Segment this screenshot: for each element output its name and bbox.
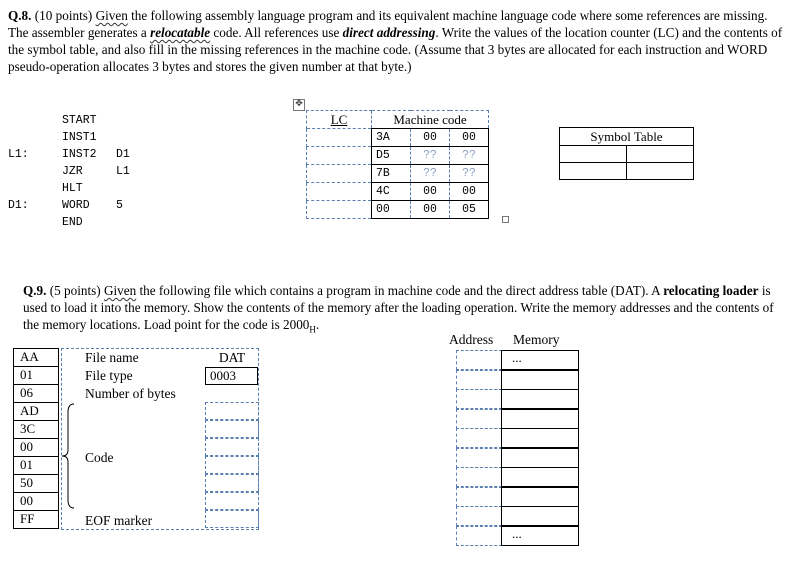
label-code: Code — [85, 450, 114, 465]
symbol-cell[interactable] — [560, 146, 627, 163]
machine-code-byte: 00 — [411, 129, 450, 147]
q8-text-c: code. All references use — [210, 25, 343, 40]
machine-code-row — [307, 129, 489, 147]
q9-relocating-loader: relocating loader — [663, 283, 759, 298]
machine-code-byte: ?? — [411, 147, 450, 165]
address-cell[interactable] — [456, 409, 502, 429]
symbol-value-cell[interactable] — [627, 146, 694, 163]
machine-code-row — [307, 183, 489, 201]
address-cell[interactable] — [456, 350, 502, 370]
dat-empty-cell[interactable] — [205, 402, 259, 420]
q8-text — [8, 7, 788, 75]
label-number-of-bytes: Number of bytes — [85, 386, 176, 401]
machine-code-byte: ?? — [450, 165, 489, 183]
memory-cell[interactable] — [501, 428, 579, 448]
program-operand: 5 — [116, 199, 123, 212]
lc-cell[interactable] — [307, 183, 372, 201]
program-opcode: WORD — [62, 199, 90, 212]
q9-points: (5 points) — [46, 283, 104, 298]
dat-empty-cell[interactable] — [205, 420, 259, 438]
memory-cell[interactable] — [501, 370, 579, 390]
q8-text-b: the following assembly language program and its equivalent machine language code where some references are missing. The assembler generates a — [8, 8, 768, 40]
q8-text-d: . Write the values of the location counter (LC) and the contents of the symbol table, and also fill in the missing references in the machine code. (Assume that 3 bytes are allocated for each instruction and WORD pseudo-operation allocates 3 bytes and stores the given number at that byte.) — [8, 25, 783, 74]
memory-cell[interactable]: ... — [501, 350, 579, 370]
file-byte-cell: 00 — [13, 492, 59, 511]
machine-code-byte: 00 — [411, 183, 450, 201]
address-cell[interactable] — [456, 370, 502, 390]
memory-cell[interactable] — [501, 448, 579, 468]
machine-code-byte: ?? — [450, 147, 489, 165]
lc-cell[interactable] — [307, 129, 372, 147]
program-label: D1: — [8, 199, 29, 212]
address-cell[interactable] — [456, 467, 502, 487]
file-byte-cell: 3C — [13, 420, 59, 439]
dat-empty-cell[interactable] — [205, 474, 259, 492]
program-operand: L1 — [116, 165, 130, 178]
address-cell[interactable] — [456, 526, 502, 546]
symbol-value-cell[interactable] — [627, 163, 694, 180]
symbol-cell[interactable] — [560, 163, 627, 180]
machine-code-byte: 00 — [411, 201, 450, 219]
address-cell[interactable] — [456, 506, 502, 526]
dat-empty-cell[interactable] — [205, 438, 259, 456]
symbol-table-header: Symbol Table — [560, 128, 694, 146]
q8-relocatable: relocatable — [150, 25, 211, 40]
address-cell[interactable] — [456, 448, 502, 468]
program-label: L1: — [8, 148, 29, 161]
address-cell[interactable] — [456, 389, 502, 409]
machine-code-row — [307, 147, 489, 165]
address-cell[interactable] — [456, 428, 502, 448]
lc-cell[interactable] — [307, 147, 372, 165]
q9-text-b: the following file which contains a program in machine code and the direct address table (DAT). A — [136, 283, 664, 298]
program-opcode: JZR — [62, 165, 83, 178]
file-byte-cell: FF — [13, 510, 59, 529]
address-header: Address — [449, 332, 494, 347]
file-byte-cell: 50 — [13, 474, 59, 493]
machine-code-byte: 05 — [450, 201, 489, 219]
dat-value: 0003 — [205, 367, 258, 385]
lc-cell[interactable] — [307, 165, 372, 183]
dat-empty-cell[interactable] — [205, 492, 259, 510]
machine-code-byte: 00 — [372, 201, 411, 219]
machine-code-row — [307, 165, 489, 183]
table-move-handle-icon[interactable]: ✥ — [293, 99, 305, 111]
memory-cell[interactable] — [501, 487, 579, 507]
q9-number: Q.9. — [23, 283, 47, 298]
lc-header: LC — [330, 111, 348, 127]
machine-code-byte: 3A — [372, 129, 411, 147]
lc-cell[interactable] — [307, 201, 372, 219]
q9-hex-subscript: H — [309, 324, 316, 335]
q9-text — [23, 282, 783, 339]
q8-points: (10 points) — [31, 8, 96, 23]
code-brace-icon — [62, 402, 82, 510]
q8-direct-addressing: direct addressing — [342, 25, 436, 40]
label-eof-marker: EOF marker — [85, 513, 153, 528]
label-file-name: File name — [85, 350, 139, 365]
machine-code-byte: 00 — [450, 129, 489, 147]
file-byte-cell: 00 — [13, 438, 59, 457]
file-byte-cell: 06 — [13, 384, 59, 403]
program-opcode: HLT — [62, 182, 83, 195]
q9-text-c: is used to load it into the memory. Show the contents of the memory after the loading operation. Write the memory addresses and the contents of the memory locations. Load point for the code is 2000 — [23, 283, 774, 332]
memory-cell[interactable] — [501, 467, 579, 487]
q8-given: Given — [95, 8, 128, 23]
machine-code-byte: D5 — [372, 147, 411, 165]
file-byte-cell: AD — [13, 402, 59, 421]
memory-cell[interactable] — [501, 409, 579, 429]
machine-code-byte: 4C — [372, 183, 411, 201]
program-opcode: START — [62, 114, 97, 127]
table-resize-handle[interactable] — [502, 216, 509, 223]
file-byte-cell: AA — [13, 348, 59, 367]
memory-header: Memory — [513, 332, 560, 347]
machine-code-header: Machine code — [372, 111, 489, 129]
machine-code-table — [306, 110, 489, 219]
dat-header: DAT — [218, 350, 246, 365]
dat-empty-cell[interactable] — [205, 510, 259, 528]
memory-cell[interactable] — [501, 506, 579, 526]
program-operand: D1 — [116, 148, 130, 161]
label-file-type: File type — [85, 368, 133, 383]
memory-cell[interactable]: ... — [501, 526, 579, 546]
program-opcode: INST2 — [62, 148, 97, 161]
dat-empty-cell[interactable] — [205, 456, 259, 474]
machine-code-byte: 00 — [450, 183, 489, 201]
symbol-table — [559, 127, 694, 180]
q9-text-d: . — [315, 317, 320, 332]
file-byte-cell: 01 — [13, 366, 59, 385]
file-byte-cell: 01 — [13, 456, 59, 475]
program-opcode: END — [62, 216, 83, 229]
q9-given: Given — [103, 283, 137, 298]
machine-code-byte: ?? — [411, 165, 450, 183]
machine-code-row — [307, 201, 489, 219]
memory-cell[interactable] — [501, 389, 579, 409]
machine-code-byte: 7B — [372, 165, 411, 183]
address-cell[interactable] — [456, 487, 502, 507]
q8-number: Q.8. — [8, 8, 32, 23]
program-opcode: INST1 — [62, 131, 97, 144]
